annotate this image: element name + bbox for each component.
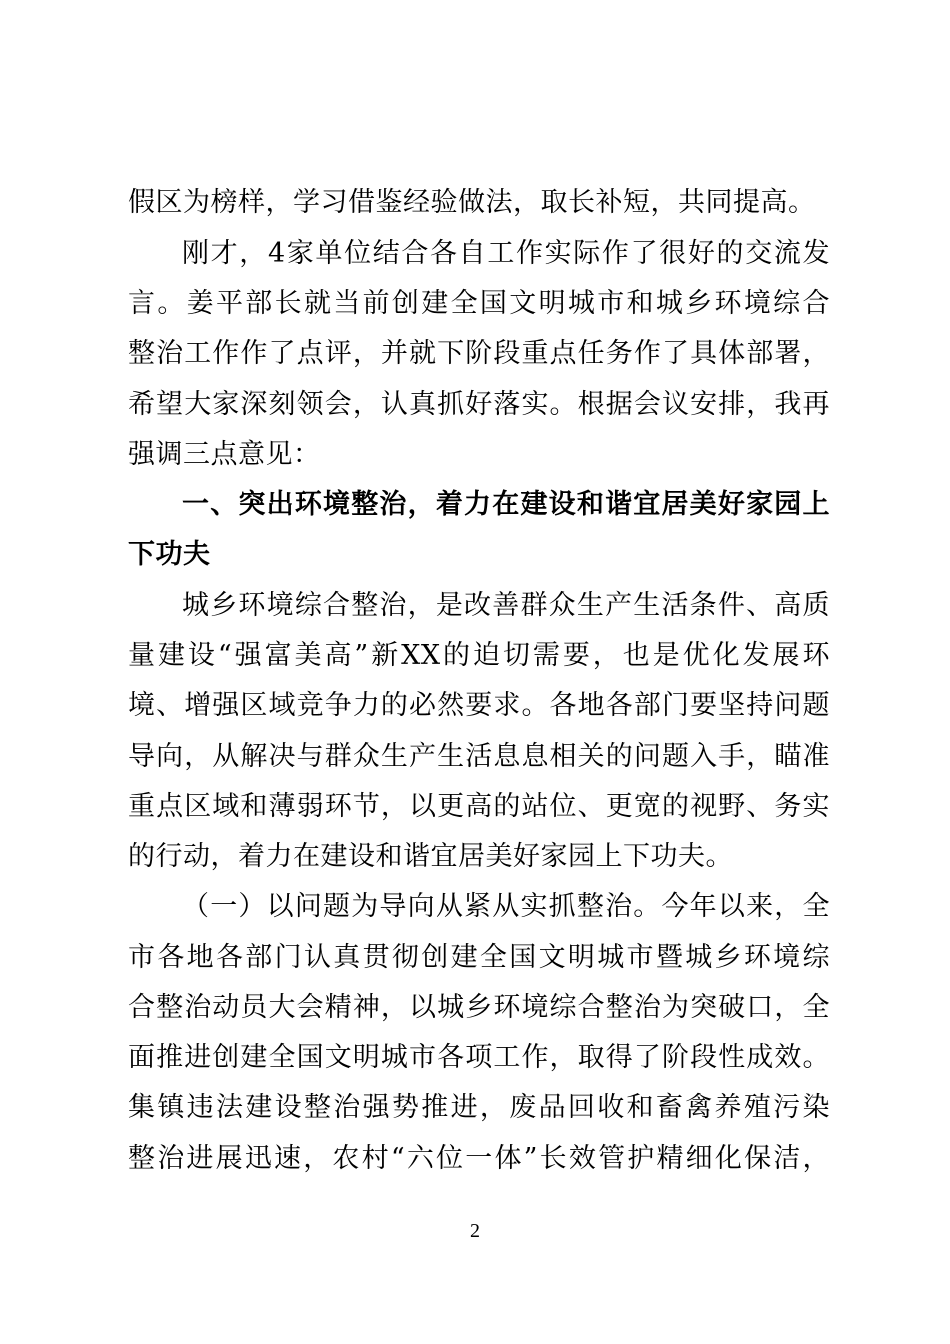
paragraph-line: 刚才，4家单位结合各自工作实际作了很好的交流发 <box>182 238 830 269</box>
paragraph-line: 强调三点意见： <box>128 439 321 470</box>
section-heading-line: 一、突出环境整治，着力在建设和谐宜居美好家园上 <box>182 489 830 520</box>
paragraph-line: 导向，从解决与群众生产生活息息相关的问题入手，瞄准 <box>128 741 830 772</box>
paragraph-line: 假区为榜样，学习借鉴经验做法，取长补短，共同提高。 <box>128 187 816 218</box>
paragraph-line: 量建设“强富美高”新XX的迫切需要，也是优化发展环 <box>128 640 830 671</box>
paragraph-line: 希望大家深刻领会，认真抓好落实。根据会议安排，我再 <box>128 389 830 420</box>
section-heading-line: 下功夫 <box>128 539 211 570</box>
page-number: 2 <box>470 1220 480 1242</box>
paragraph-line: 重点区域和薄弱环节，以更高的站位、更宽的视野、务实 <box>128 791 830 822</box>
paragraph-line: （一）以问题为导向从紧从实抓整治。今年以来，全 <box>182 891 830 922</box>
paragraph-line: 合整治动员大会精神，以城乡环境综合整治为突破口，全 <box>128 992 830 1023</box>
paragraph-line: 整治进展迅速，农村“六位一体”长效管护精细化保洁， <box>128 1143 830 1174</box>
paragraph-line: 整治工作作了点评，并就下阶段重点任务作了具体部署， <box>128 338 830 369</box>
paragraph-line: 的行动，着力在建设和谐宜居美好家园上下功夫。 <box>128 841 733 872</box>
paragraph-line: 境、增强区域竞争力的必然要求。各地各部门要坚持问题 <box>128 690 830 721</box>
paragraph-line: 城乡环境综合整治，是改善群众生产生活条件、高质 <box>182 590 830 621</box>
paragraph-line: 市各地各部门认真贯彻创建全国文明城市暨城乡环境综 <box>128 942 830 973</box>
paragraph-line: 面推进创建全国文明城市各项工作，取得了阶段性成效。 <box>128 1042 830 1073</box>
paragraph-line: 集镇违法建设整治强势推进，废品回收和畜禽养殖污染 <box>128 1092 830 1123</box>
paragraph-line: 言。姜平部长就当前创建全国文明城市和城乡环境综合 <box>128 288 830 319</box>
